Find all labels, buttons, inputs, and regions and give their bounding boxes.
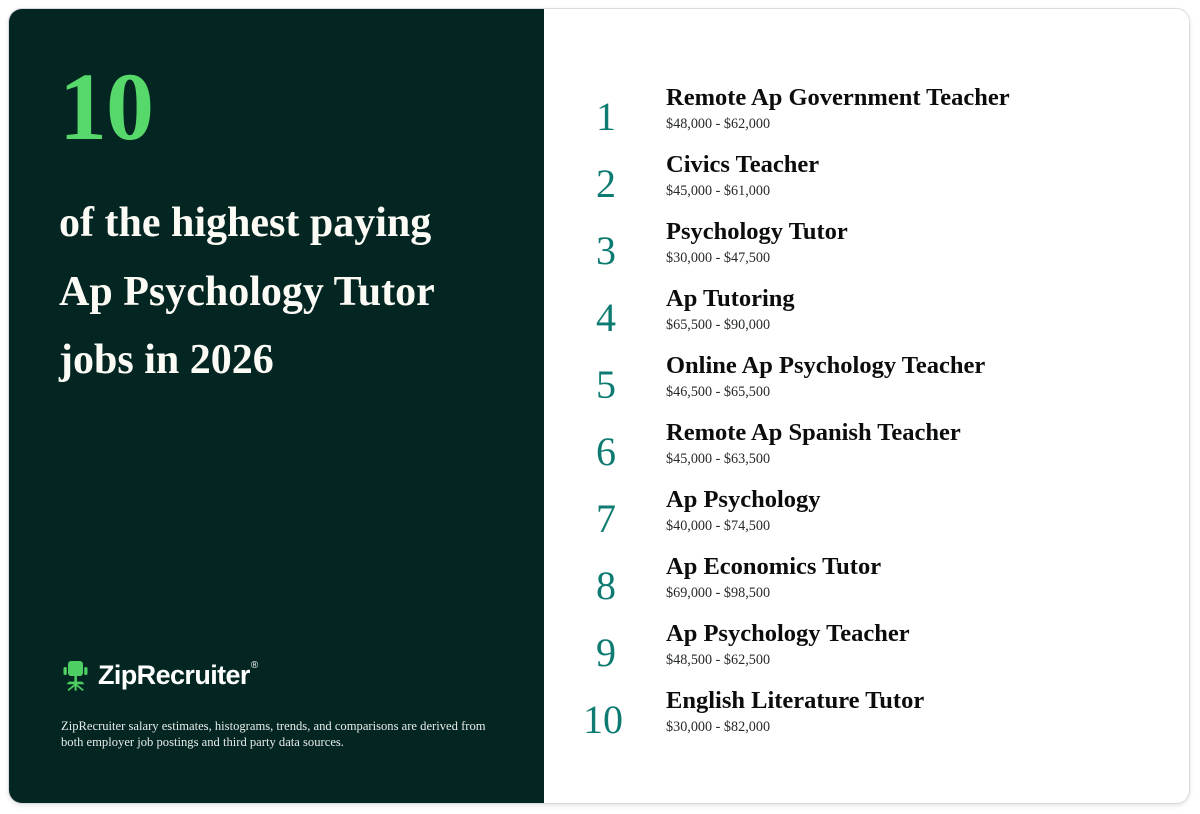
job-text-block [666, 684, 924, 737]
job-text-block [666, 349, 985, 402]
brand-block [61, 660, 511, 751]
job-text-block [666, 148, 819, 201]
job-salary-range: $69,000 - $98,500 [666, 584, 771, 601]
job-title: Ap Economics Tutor [666, 553, 882, 580]
job-title: Psychology Tutor [666, 218, 848, 245]
job-rank-number: 8 [596, 563, 616, 608]
job-title: Civics Teacher [666, 151, 820, 178]
job-rank-number: 2 [596, 161, 616, 206]
big-number: 10 [59, 53, 153, 160]
ziprecruiter-wordmark [98, 662, 257, 689]
job-salary-range: $30,000 - $82,000 [666, 718, 771, 735]
job-text-block [666, 81, 1010, 134]
list-item[interactable] [596, 215, 1159, 282]
job-salary-range: $45,000 - $63,500 [666, 450, 771, 467]
job-title: English Literature Tutor [666, 687, 925, 714]
job-salary-range: $65,500 - $90,000 [666, 316, 771, 333]
job-salary-range: $48,000 - $62,000 [666, 115, 771, 132]
job-title: Online Ap Psychology Teacher [666, 352, 986, 379]
job-title: Ap Psychology [666, 486, 821, 513]
job-salary-range: $48,500 - $62,500 [666, 651, 771, 668]
ziprecruiter-logo [61, 660, 511, 692]
disclaimer-text: ZipRecruiter salary estimates, histograms, trends, and comparisons are derived from both employer job postings and third party data sources. [61, 718, 486, 750]
list-item[interactable] [596, 282, 1159, 349]
wordmark-text: ZipRecruiter [98, 660, 250, 691]
job-title: Remote Ap Government Teacher [666, 84, 1010, 111]
job-rank-number: 7 [596, 496, 616, 541]
job-rank-number: 10 [583, 697, 623, 742]
list-item[interactable] [596, 550, 1159, 617]
job-title: Ap Psychology Teacher [666, 620, 910, 647]
list-item[interactable] [596, 349, 1159, 416]
job-title: Ap Tutoring [666, 285, 795, 312]
job-rank-number: 6 [596, 429, 616, 474]
list-item[interactable] [596, 617, 1159, 684]
list-item[interactable] [596, 483, 1159, 550]
list-item[interactable] [596, 416, 1159, 483]
job-text-block [666, 416, 961, 469]
list-item[interactable] [583, 684, 1159, 751]
job-rank-number: 5 [596, 362, 616, 407]
job-text-block [666, 483, 821, 536]
list-item[interactable] [596, 81, 1159, 148]
left-dark-panel [9, 9, 544, 803]
job-title: Remote Ap Spanish Teacher [666, 419, 961, 446]
job-salary-range: $30,000 - $47,500 [666, 249, 771, 266]
page-title: of the highest paying Ap Psychology Tutor jobs in 2026 [59, 200, 434, 384]
job-text-block [666, 550, 881, 603]
job-rank-number: 4 [596, 295, 616, 340]
job-text-block [666, 215, 848, 268]
registered-mark: ® [250, 660, 258, 672]
job-rank-number: 3 [596, 228, 616, 273]
job-text-block [666, 617, 910, 670]
job-text-block [666, 282, 795, 335]
job-salary-range: $40,000 - $74,500 [666, 517, 771, 534]
job-rank-number: 1 [596, 94, 616, 139]
infographic-card [8, 8, 1190, 804]
job-rank-number: 9 [596, 630, 616, 675]
list-item[interactable] [596, 148, 1159, 215]
office-chair-icon [61, 660, 91, 692]
job-ranking-list [583, 81, 1159, 751]
right-list-panel [544, 9, 1189, 803]
job-salary-range: $45,000 - $61,000 [666, 182, 771, 199]
job-salary-range: $46,500 - $65,500 [666, 383, 771, 400]
